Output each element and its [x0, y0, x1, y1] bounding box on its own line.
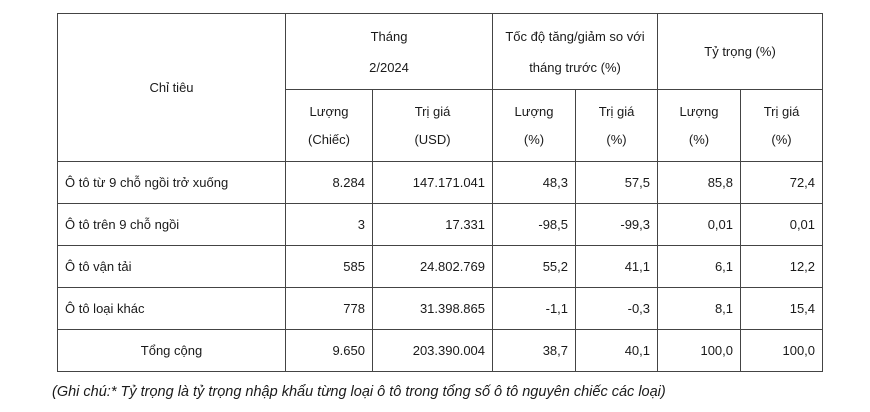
cell-share-value: 12,2	[741, 246, 823, 288]
header-month-line2: 2/2024	[369, 59, 409, 75]
header-share-value-label: Trị giá	[763, 103, 800, 119]
header-growth-value-unit: (%)	[606, 131, 627, 147]
cell-growth-volume: -98,5	[493, 204, 576, 246]
header-growth-volume-label: Lượng	[514, 103, 554, 119]
table-row	[58, 204, 823, 246]
cell-share-volume: 6,1	[658, 246, 741, 288]
total-share-volume: 100,0	[658, 330, 741, 372]
header-share-value-unit: (%)	[771, 131, 792, 147]
cell-share-volume: 85,8	[658, 162, 741, 204]
header-growth-group	[493, 14, 658, 90]
table-row	[58, 162, 823, 204]
cell-share-volume: 8,1	[658, 288, 741, 330]
footnote-text: Tỷ trọng là tỷ trọng nhập khẩu từng loại ô tô trong tổng số ô tô nguyên chiếc các loại)	[120, 384, 666, 400]
footnote	[52, 384, 666, 400]
cell-share-value: 15,4	[741, 288, 823, 330]
cell-growth-value: -0,3	[576, 288, 658, 330]
total-label: Tổng cộng	[58, 330, 286, 372]
cell-value: 31.398.865	[373, 288, 493, 330]
row-label: Ô tô trên 9 chỗ ngồi	[58, 204, 286, 246]
header-month-group	[286, 14, 493, 90]
cell-value: 24.802.769	[373, 246, 493, 288]
cell-volume: 585	[286, 246, 373, 288]
header-growth-volume-unit: (%)	[523, 131, 545, 147]
header-share-volume-label: Lượng	[679, 103, 719, 119]
cell-volume: 3	[286, 204, 373, 246]
table-row	[58, 288, 823, 330]
cell-volume: 8.284	[286, 162, 373, 204]
header-share-value	[741, 90, 823, 162]
cell-share-volume: 0,01	[658, 204, 741, 246]
import-table	[57, 13, 823, 372]
total-growth-value: 40,1	[576, 330, 658, 372]
header-growth-line1: Tốc độ tăng/giảm so với	[505, 28, 645, 44]
total-volume: 9.650	[286, 330, 373, 372]
header-share-volume	[658, 90, 741, 162]
cell-share-value: 0,01	[741, 204, 823, 246]
cell-value: 147.171.041	[373, 162, 493, 204]
table-row	[58, 246, 823, 288]
footnote-prefix: (Ghi chú:*	[52, 384, 121, 400]
cell-volume: 778	[286, 288, 373, 330]
row-label: Ô tô loại khác	[58, 288, 286, 330]
header-growth-value	[576, 90, 658, 162]
cell-growth-volume: 48,3	[493, 162, 576, 204]
header-value-usd	[373, 90, 493, 162]
total-share-value: 100,0	[741, 330, 823, 372]
header-share-volume-unit: (%)	[688, 131, 710, 147]
header-volume-chiec-unit: (Chiếc)	[308, 131, 350, 147]
cell-value: 17.331	[373, 204, 493, 246]
cell-growth-value: 41,1	[576, 246, 658, 288]
header-growth-value-label: Trị giá	[598, 103, 635, 119]
header-volume-chiec	[286, 90, 373, 162]
header-growth-line2: tháng trước (%)	[529, 59, 621, 75]
row-label: Ô tô vận tải	[58, 246, 286, 288]
cell-growth-value: -99,3	[576, 204, 658, 246]
total-row	[58, 330, 823, 372]
cell-growth-volume: -1,1	[493, 288, 576, 330]
row-label: Ô tô từ 9 chỗ ngồi trở xuống	[58, 162, 286, 204]
header-indicator: Chỉ tiêu	[58, 14, 286, 162]
cell-growth-value: 57,5	[576, 162, 658, 204]
header-value-usd-unit: (USD)	[414, 131, 451, 147]
cell-growth-volume: 55,2	[493, 246, 576, 288]
header-value-usd-label: Trị giá	[414, 103, 451, 119]
header-share-group: Tỷ trọng (%)	[658, 14, 823, 90]
cell-share-value: 72,4	[741, 162, 823, 204]
header-volume-chiec-label: Lượng	[309, 103, 349, 119]
total-value: 203.390.004	[373, 330, 493, 372]
total-growth-volume: 38,7	[493, 330, 576, 372]
header-growth-volume	[493, 90, 576, 162]
header-month-line1: Tháng	[370, 28, 408, 44]
